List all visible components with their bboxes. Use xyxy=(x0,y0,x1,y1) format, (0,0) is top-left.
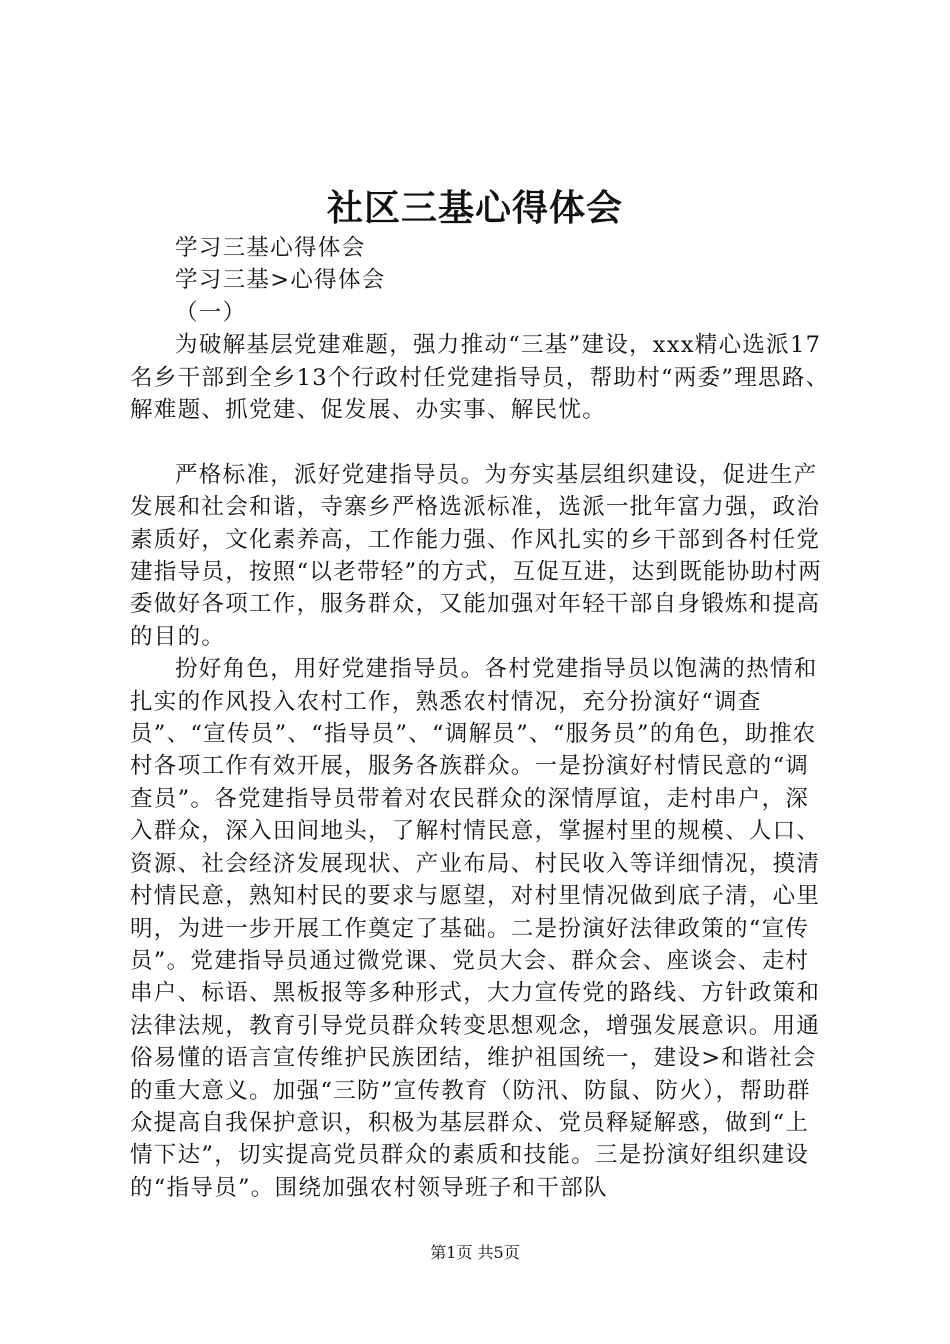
blank-line xyxy=(130,426,830,458)
paragraph: 扮好角色，用好党建指导员。各村党建指导员以饱满的热情和扎实的作风投入农村工作，熟悉农村情况，充分扮演好“调查员”、“宣传员”、“指导员”、“调解员”、“服务员”的角色，助推农村各项工作有效开展，服务各族群众。一是扮演好村情民意的“调查员”。各党建指导员带着对农民群众的深情厚谊，走村串户，深入群众，深入田间地头，了解村情民意，掌握村里的规模、人口、资源、社会经济发展现状、产业布局、村民收入等详细情况，摸清村情民意，熟知村民的要求与愿望，对村里情况做到底子清，心里明，为进一步开展工作奠定了基础。二是扮演好法律政策的“宣传员”。党建指导员通过微党课、党员大会、群众会、座谈会、走村串户、标语、黑板报等多种形式，大力宣传党的路线、方针政策和法律法规，教育引导党员群众转变思想观念，增强发展意识。用通俗易懂的语言宣传维护民族团结，维护祖国统一，建设>和谐社会的重大意义。加强“三防”宣传教育（防汛、防鼠、防火），帮助群众提高自我保护意识，积极为基层群众、党员释疑解惑，做到“上情下达”，切实提高党员群众的素质和技能。三是扮演好组织建设的“指导员”。围绕加强农村领导班子和干部队 xyxy=(130,656,821,1201)
paragraph: 为破解基层党建难题，强力推动“三基”建设，xxx精心选派17名乡干部到全乡13个行政村任党建指导员，帮助村“两委”理思路、解难题、抓党建、促发展、办实事、解民忧。 xyxy=(130,332,830,424)
page-footer: 第1页 共5页 xyxy=(430,1243,520,1262)
paragraph: 严格标准，派好党建指导员。为夯实基层组织建设，促进生产发展和社会和谐，寺寨乡严格选派标准，选派一批年富力强，政治素质好，文化素养高，工作能力强、作风扎实的乡干部到各村任党建指导员，按照“以老带轻”的方式，互促互进，达到既能协助村两委做好各项工作，服务群众，又能加强对年轻干部自身锻炼和提高的目的。 xyxy=(130,461,823,650)
document-body xyxy=(130,232,830,1204)
subtitle-line: 学习三基心得体会 xyxy=(175,235,366,261)
subtitle-line: 学习三基>心得体会 xyxy=(175,267,386,294)
section-marker: （一） xyxy=(175,299,247,326)
document-title: 社区三基心得体会 xyxy=(326,187,623,229)
